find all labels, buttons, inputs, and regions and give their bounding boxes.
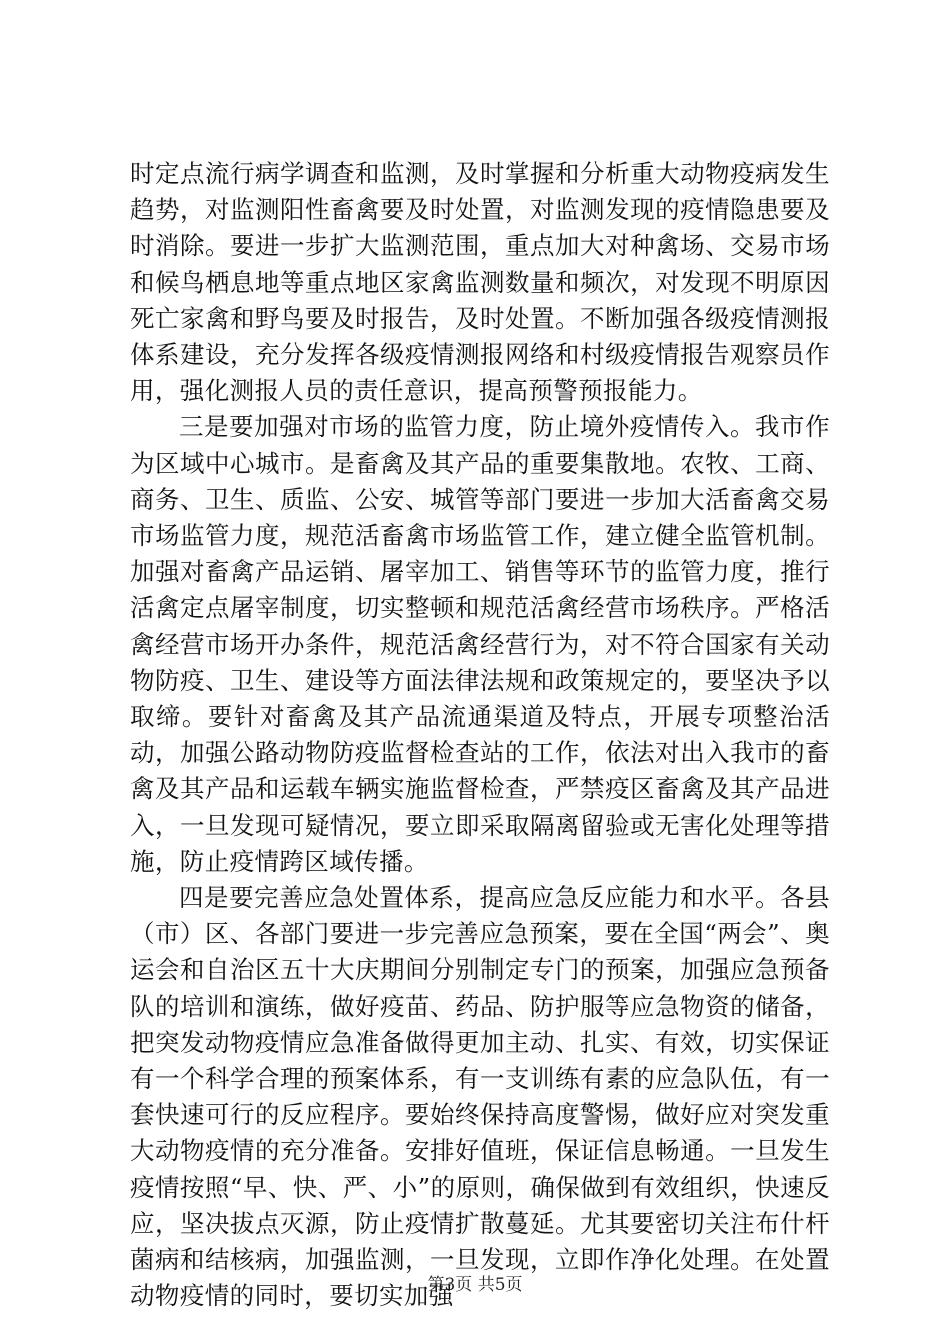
paragraph-emergency-response: 四是要完善应急处置体系，提高应急反应能力和水平。各县（市）区、各部门要进一步完善应急预案，要在全国“两会”、奥运会和自治区五十大庆期间分别制定专门的预案，加强应急预备队的培训和演练，做好疫苗、药品、防护服等应急物资的储备，把突发动物疫情应急准备做得更加主动、扎实、有效，切实保证有一个科学合理的预案体系，有一支训练有素的应急队伍，有一套快速可行的反应程序。要始终保持高度警惕，做好应对突发重大动物疫情的充分准备。安排好值班，保证信息畅通。一旦发生疫情按照“早、快、严、小”的原则，确保做到有效组织，快速反应，坚决拔点灭源，防止疫情扩散蔓延。尤其要密切关注布什杆菌病和结核病，加强监测，一旦发现，立即作净化处理。在处置动物疫情的同时，要切实加强 (130, 883, 830, 1311)
paragraph-market-supervision: 三是要加强对市场的监管力度，防止境外疫情传入。我市作为区域中心城市。是畜禽及其产品的重要集散地。农牧、工商、商务、卫生、质监、公安、城管等部门要进一步加大活畜禽交易市场监管力度，规范活畜禽市场监管工作，建立健全监管机制。加强对畜禽产品运销、屠宰加工、销售等环节的监管力度，推行活禽定点屠宰制度，切实整顿和规范活禽经营市场秩序。严格活禽经营市场开办条件，规范活禽经营行为，对不符合国家有关动物防疫、卫生、建设等方面法律法规和政策规定的，要坚决予以取缔。要针对畜禽及其产品流通渠道及特点，开展专项整治活动，加强公路动物防疫监督检查站的工作，依法对出入我市的畜禽及其产品和运载车辆实施监督检查，严禁疫区畜禽及其产品进入，一旦发现可疑情况，要立即采取隔离留验或无害化处理等措施，防止疫情跨区域传播。 (130, 412, 830, 876)
paragraph-continued: 时定点流行病学调查和监测，及时掌握和分析重大动物疫病发生趋势，对监测阳性畜禽要及时处置，对监测发现的疫情隐患要及时消除。要进一步扩大监测范围，重点加大对种禽场、交易市场和候鸟栖息地等重点地区家禽监测数量和频次，对发现不明原因死亡家禽和野鸟要及时报告，及时处置。不断加强各级疫情测报体系建设，充分发挥各级疫情测报网络和村级疫情报告观察员作用，强化测报人员的责任意识，提高预警预报能力。 (130, 159, 830, 406)
document-body (130, 156, 830, 1315)
page-number-footer: 第3页 共5页 (427, 1275, 523, 1295)
